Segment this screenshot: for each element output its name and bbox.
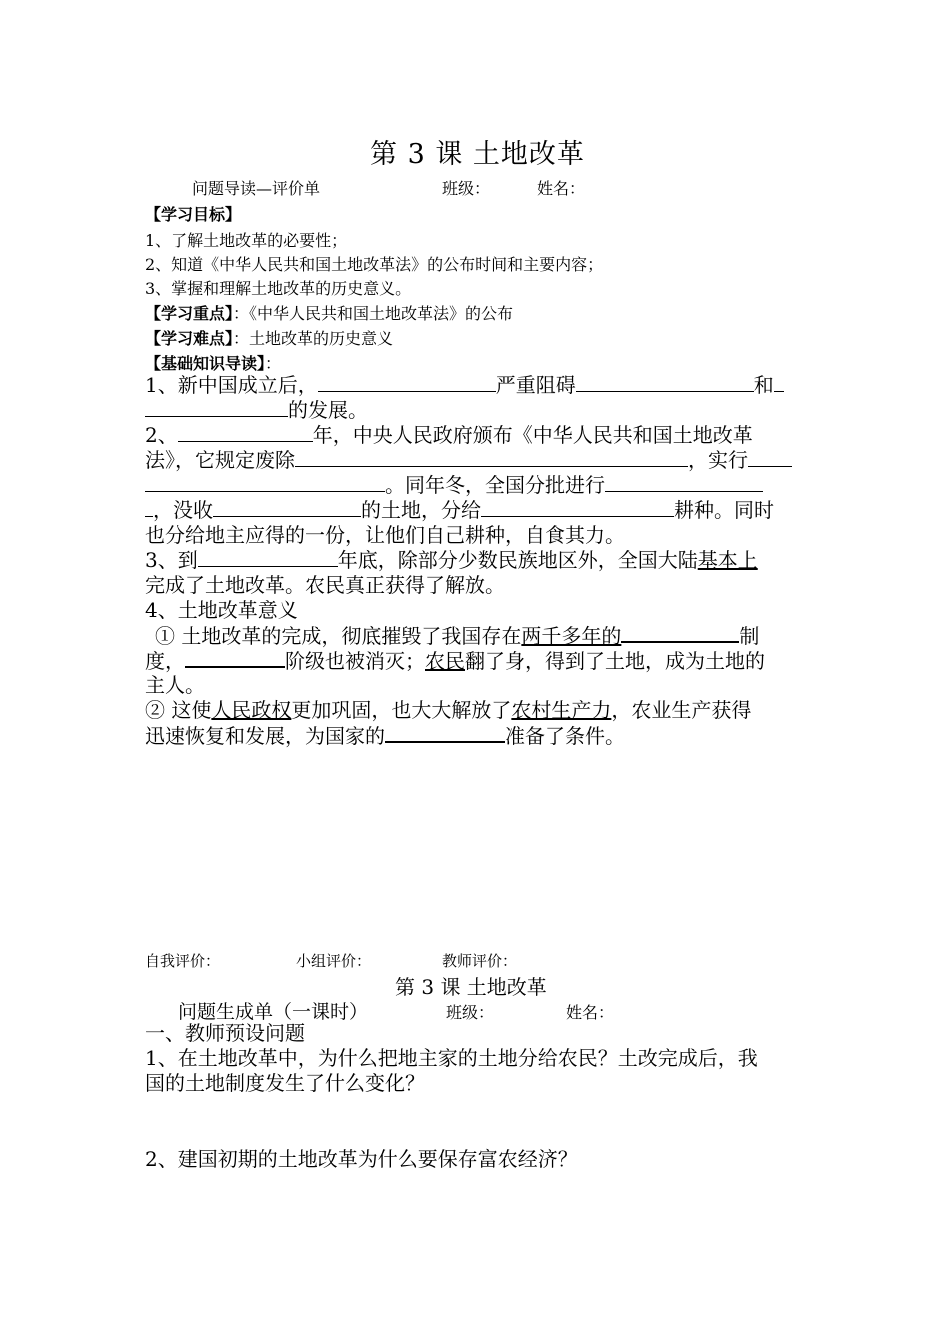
q4-text: ，农业生产获得 — [611, 698, 752, 722]
basics-colon: ： — [265, 354, 282, 373]
question-3-line-2: 完成了土地改革。农民真正获得了解放。 — [145, 573, 505, 597]
question-4-heading: 4、土地改革意义 — [145, 598, 298, 622]
lesson-title-2: 第 3 课 土地改革 — [395, 975, 547, 999]
goal-item: 2、知道《中华人民共和国土地改革法》的公布时间和主要内容； — [145, 255, 604, 274]
fill-blank[interactable] — [185, 648, 285, 668]
question-4-p2-line-1 — [145, 698, 810, 723]
q1-text: 的发展。 — [288, 398, 368, 422]
fill-blank[interactable] — [198, 548, 338, 567]
fill-blank[interactable] — [481, 498, 674, 517]
fill-blank[interactable] — [605, 473, 763, 492]
key-point — [145, 301, 513, 324]
class-label-2: 班级： — [446, 1003, 495, 1022]
class-label: 班级： — [442, 179, 491, 198]
q4-underlined: 人民政权 — [211, 698, 292, 722]
preset-question-1-line-2: 国的土地制度发生了什么变化？ — [145, 1071, 425, 1095]
lesson-title: 第 3 课 土地改革 — [370, 139, 585, 170]
question-1-line-2 — [145, 398, 810, 423]
q4-text: 制 — [739, 624, 760, 648]
teacher-evaluation-label: 教师评价： — [442, 952, 518, 970]
question-2-line-2 — [145, 448, 810, 473]
question-4-p2-line-2 — [145, 723, 810, 749]
question-2-line-1 — [145, 423, 810, 448]
goal-item: 1、了解土地改革的必要性； — [145, 231, 348, 250]
q4-text: ② 这使 — [145, 698, 212, 722]
goals-heading: 【学习目标】 — [145, 205, 242, 224]
q4-underlined: 农民 — [425, 649, 465, 673]
q2-text: 。同年冬，全国分批进行 — [385, 473, 605, 497]
q4-text: 度， — [145, 649, 185, 673]
question-3-line-1 — [145, 548, 810, 573]
fill-blank[interactable] — [748, 448, 792, 467]
q1-text: 严重阻碍 — [495, 373, 576, 397]
goal-item: 3、掌握和理解土地改革的历史意义。 — [145, 279, 412, 298]
question-4-p1-line-3: 主人。 — [145, 673, 205, 697]
fill-blank[interactable] — [385, 723, 505, 743]
fill-blank[interactable] — [576, 373, 754, 392]
name-label: 姓名： — [537, 179, 586, 198]
key-heading: 【学习重点】 — [145, 304, 234, 323]
group-evaluation-label: 小组评价： — [296, 952, 372, 970]
q4-text: 准备了条件。 — [505, 724, 625, 748]
q4-underlined: 农村生产力 — [511, 698, 612, 722]
preset-question-2: 2、建国初期的土地改革为什么要保存富农经济？ — [145, 1147, 578, 1171]
name-label-2: 姓名： — [566, 1003, 615, 1022]
basics-heading-row — [145, 351, 281, 374]
question-4-p1-line-1 — [155, 623, 810, 649]
q4-text: 翻了身，得到了土地，成为土地的 — [465, 649, 765, 673]
q2-text: ，没收 — [153, 498, 213, 522]
fill-blank[interactable] — [318, 373, 496, 392]
section-heading: 一、教师预设问题 — [145, 1021, 305, 1045]
preset-question-1-line-1: 1、在土地改革中，为什么把地主家的土地分给农民？土改完成后，我 — [145, 1046, 758, 1070]
question-2-line-3 — [145, 473, 810, 498]
question-2-line-4 — [145, 498, 810, 523]
question-1-line-1 — [145, 373, 810, 398]
key-text: ：《中华人民共和国土地改革法》的公布 — [233, 304, 514, 323]
self-evaluation-label: 自我评价： — [145, 952, 221, 970]
fill-blank[interactable] — [621, 623, 739, 643]
q2-text: 2、 — [145, 423, 178, 447]
fill-blank[interactable] — [145, 398, 288, 417]
q2-text: ，实行 — [688, 448, 748, 472]
q3-text: 3、到 — [145, 548, 198, 572]
difficulty-text: ：土地改革的历史意义 — [233, 329, 394, 348]
fill-blank[interactable] — [145, 498, 153, 517]
q2-text: 耕种。同时 — [674, 498, 774, 522]
q2-text: 的土地，分给 — [361, 498, 481, 522]
basics-heading: 【基础知识导读】 — [145, 354, 266, 373]
q4-text: 阶级也被消灭； — [285, 649, 425, 673]
q4-text: ① 土地改革的完成，彻底摧毁了我国存在 — [155, 624, 522, 648]
q3-underlined: 基本上 — [697, 548, 758, 572]
difficulty-heading: 【学习难点】 — [145, 329, 234, 348]
sheet-name: 问题导读—评价单 — [192, 179, 321, 198]
q1-text: 1、新中国成立后， — [145, 373, 318, 397]
difficulty-point — [145, 326, 393, 349]
fill-blank[interactable] — [213, 498, 361, 517]
question-2-line-5: 也分给地主应得的一份，让他们自己耕种，自食其力。 — [145, 523, 625, 547]
sheet2-name: 问题生成单（一课时） — [178, 1001, 369, 1023]
q1-text: 和 — [753, 373, 774, 397]
fill-blank[interactable] — [774, 373, 784, 392]
q4-text: 迅速恢复和发展，为国家的 — [145, 724, 385, 748]
question-4-p1-line-2 — [145, 648, 810, 674]
fill-blank[interactable] — [295, 448, 688, 467]
q2-text: 年，中央人民政府颁布《中华人民共和国土地改革 — [312, 423, 753, 447]
q4-underlined: 两千多年的 — [521, 624, 622, 648]
fill-blank[interactable] — [178, 423, 313, 442]
q3-text: 年底，除部分少数民族地区外，全国大陆 — [337, 548, 698, 572]
q4-text: 更加巩固，也大大解放了 — [291, 698, 512, 722]
q2-text: 法》，它规定废除 — [145, 448, 295, 472]
fill-blank[interactable] — [145, 473, 385, 492]
